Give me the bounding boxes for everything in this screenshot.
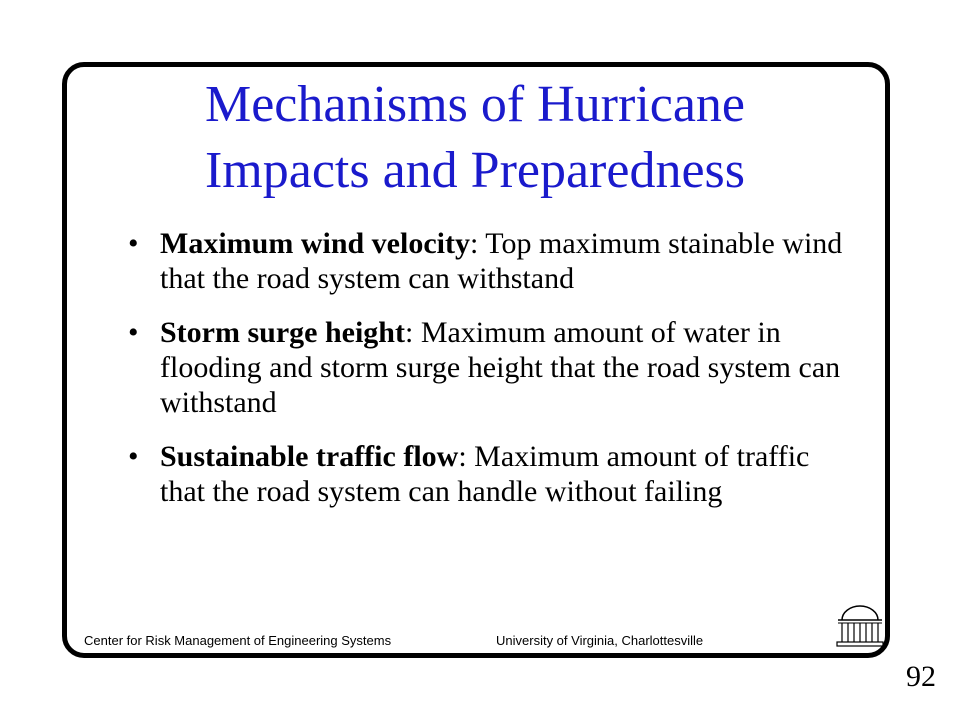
- bullet-dot: •: [128, 440, 139, 473]
- bullet-text: : Top maximum stainable wind that the road system can withstand: [160, 227, 843, 295]
- bullet-term: Maximum wind velocity: [160, 227, 470, 260]
- bullet-dot: •: [128, 227, 139, 260]
- bullet-text: : Maximum amount of traffic that the road system can handle without failing: [160, 440, 810, 508]
- page-number: 92: [906, 660, 936, 693]
- bullet-item-surge: [128, 315, 848, 420]
- bullet-term: Storm surge height: [160, 316, 405, 349]
- footer-organization: Center for Risk Management of Engineering Systems: [84, 633, 392, 648]
- bullet-dot: •: [128, 316, 139, 349]
- bullet-item-traffic: [128, 439, 848, 509]
- title-line-1: Mechanisms of Hurricane: [204, 76, 746, 133]
- bullet-term: Sustainable traffic flow: [160, 440, 459, 473]
- bullet-item-wind: [128, 226, 848, 296]
- slide-title: [70, 72, 880, 204]
- title-line-2: Impacts and Preparedness: [204, 142, 746, 199]
- rotunda-icon: [834, 598, 886, 650]
- bullet-list: [128, 226, 848, 528]
- footer-university: University of Virginia, Charlottesville: [496, 633, 704, 648]
- bullet-text: : Maximum amount of water in flooding and storm surge height that the road system can withstand: [160, 316, 841, 419]
